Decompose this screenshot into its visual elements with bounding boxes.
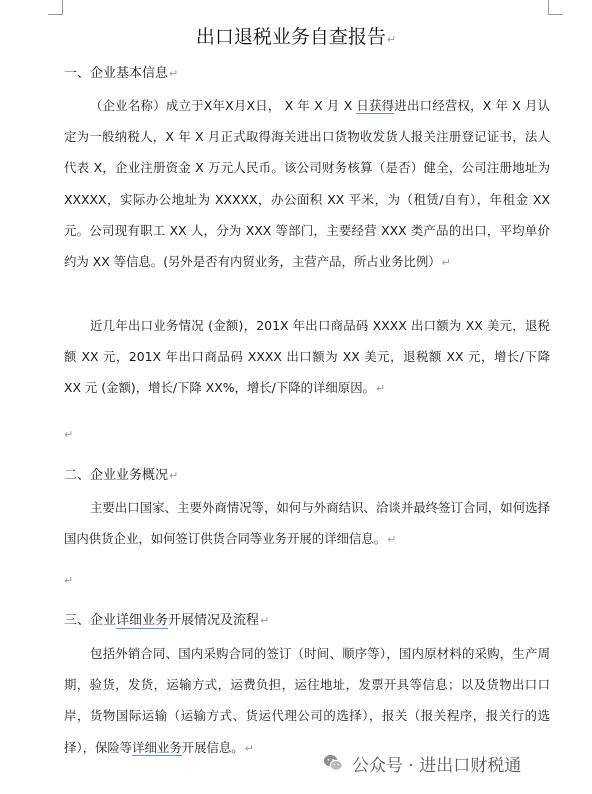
spellcheck-underlined-text: 详细业务 bbox=[116, 613, 169, 628]
paragraph-text: 主要出口国家、主要外商情况等，如何与外商结识、洽谈并最终签订合同，如何选择国内供货企业，如何签订供货合同等业务开展的详细信息。 bbox=[64, 500, 550, 547]
empty-paragraph-mark-icon: ↵ bbox=[64, 574, 74, 587]
section-3-heading-text: 开展情况及流程 bbox=[168, 613, 260, 628]
section-2-heading-text: 二、企业业务概况 bbox=[64, 468, 169, 483]
spellcheck-underlined-text: 详细业务 bbox=[132, 739, 182, 755]
wechat-watermark bbox=[322, 748, 521, 778]
section-1-paragraph-1[interactable] bbox=[64, 90, 550, 278]
page-corner-mark-right bbox=[548, 0, 563, 15]
watermark-text: 公众号 · 进出口财税通 bbox=[352, 755, 522, 776]
paragraph-mark-icon: ↵ bbox=[441, 256, 451, 270]
empty-paragraph-mark-icon: ↵ bbox=[64, 428, 74, 441]
document-title[interactable] bbox=[0, 22, 592, 49]
document-title-text: 出口退税业务自查报告 bbox=[195, 26, 386, 48]
section-2-paragraph-1[interactable] bbox=[64, 492, 550, 555]
paragraph-mark-icon: ↵ bbox=[386, 33, 397, 46]
paragraph-mark-icon: ↵ bbox=[375, 382, 386, 396]
section-3-heading[interactable] bbox=[64, 609, 269, 628]
section-1-heading-text: 一、企业基本信息 bbox=[64, 66, 169, 81]
section-3-heading-text: 三、企业 bbox=[64, 613, 117, 628]
wechat-official-account-icon bbox=[322, 752, 344, 774]
paragraph-text: （企业名称）成立于X年X月X日， X 年 X 月 X bbox=[90, 98, 357, 113]
paragraph-mark-icon: ↵ bbox=[244, 741, 254, 755]
paragraph-mark-icon: ↵ bbox=[260, 614, 270, 627]
section-3-paragraph-1[interactable] bbox=[64, 638, 550, 764]
paragraph-mark-icon: ↵ bbox=[387, 533, 397, 547]
paragraph-mark-icon: ↵ bbox=[169, 67, 179, 80]
section-2-heading[interactable] bbox=[64, 464, 178, 483]
spellcheck-underlined-text: 日获得 bbox=[356, 98, 395, 113]
paragraph-text: 进出口经营权，X 年 X 月认定为一般纳税人，X 年 X 月正式取得海关进出口货物收发货人报关注册登记证书，法人代表 X，企业注册资金 X 万元人民币。该公司财务核算（是否）健全，公司注册地址为 XXXXX，实际办公地址为 XXXXX，办公面积 XX 平米，为（租赁/自有），年租金 XX 元。公司现有职工 XX 人，分为 XXX 等部门，主要经营 XXX 类产品的出口，平均单价约为 XX 等信息。(另外是否有内贸业务，主营产品，所占业务比例） bbox=[64, 98, 551, 270]
section-1-heading[interactable] bbox=[64, 62, 178, 81]
page-corner-mark-left bbox=[48, 0, 63, 15]
paragraph-text: 开展信息。 bbox=[181, 739, 244, 755]
paragraph-mark-icon: ↵ bbox=[169, 469, 179, 482]
paragraph-text: 近几年出口业务情况 (金额)，201X 年出口商品码 XXXX 出口额为 XX 美元，退税额 XX 元，201X 年出口商品码 XXXX 出口额为 XX 美元，退税额 XX 元，增长/下降 XX 元 (金额)，增长/下降 XX%，增长/下降的详细原因。 bbox=[64, 318, 550, 396]
paragraph-text: 包括外销合同、国内采购合同的签订（时间、顺序等），国内原材料的采购，生产周期，验货，发货，运输方式，运费负担，运往地址，发票开具等信息；以及货物出口口岸，货物国际运输（运输方式、货运代理公司的选择），报关（报关程序，报关行的选择），保险等 bbox=[64, 646, 550, 755]
section-1-paragraph-2[interactable] bbox=[64, 310, 550, 405]
